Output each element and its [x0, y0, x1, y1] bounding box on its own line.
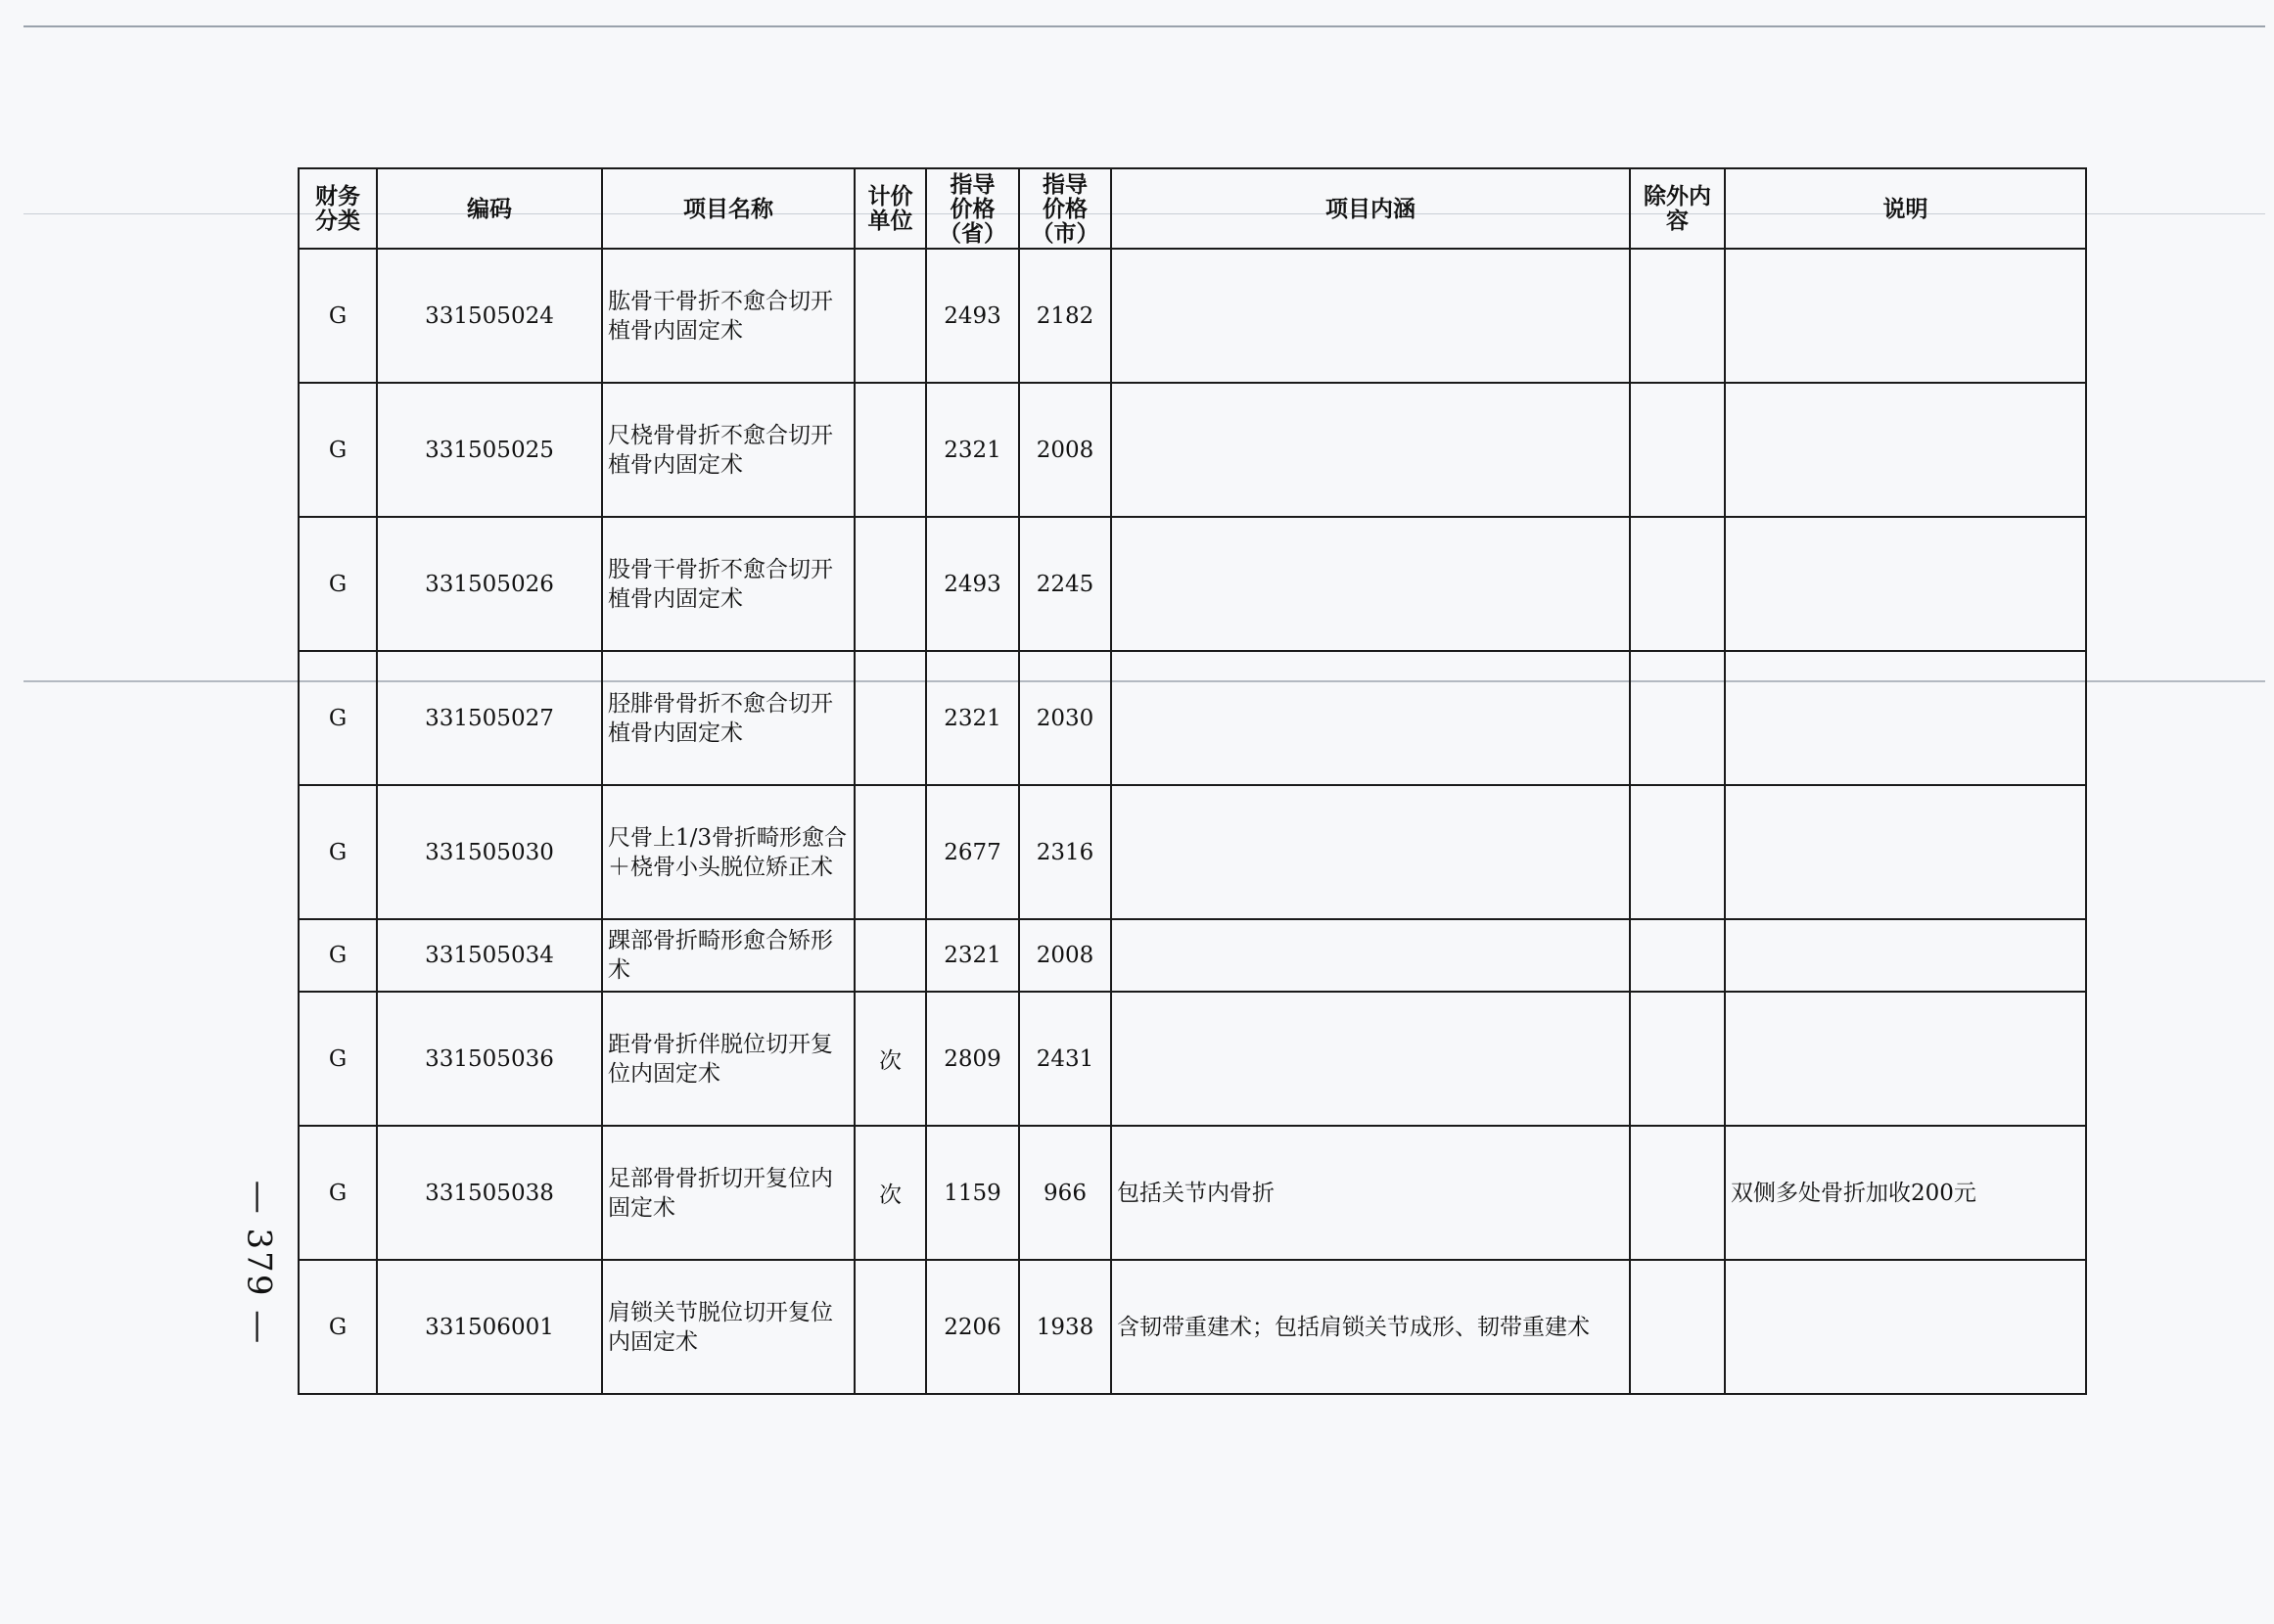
cell-price-city: 2316 — [1019, 785, 1111, 919]
cell-name: 踝部骨折畸形愈合矫形术 — [602, 919, 855, 992]
column-header-line: 编码 — [467, 195, 512, 222]
cell-price-city: 2245 — [1019, 517, 1111, 651]
cell-note — [1725, 919, 2086, 992]
cell-unit — [855, 785, 926, 919]
cell-content — [1111, 517, 1630, 651]
cell-name: 肱骨干骨折不愈合切开植骨内固定术 — [602, 249, 855, 383]
column-header-price-city — [1019, 168, 1111, 249]
cell-price-city: 2008 — [1019, 383, 1111, 517]
cell-note — [1725, 1260, 2086, 1394]
cell-excluded — [1630, 651, 1725, 785]
column-header-line: 分类 — [315, 208, 360, 234]
page-number — [219, 1180, 298, 1346]
cell-code: 331505026 — [377, 517, 602, 651]
cell-price-province: 2677 — [926, 785, 1019, 919]
cell-unit — [855, 1260, 926, 1394]
table-row — [299, 651, 2086, 785]
cell-code: 331506001 — [377, 1260, 602, 1394]
cell-excluded — [1630, 1126, 1725, 1260]
cell-code: 331505027 — [377, 651, 602, 785]
cell-excluded — [1630, 249, 1725, 383]
table-header-row — [299, 168, 2086, 249]
cell-price-city: 2182 — [1019, 249, 1111, 383]
fee-table — [298, 167, 2087, 1395]
column-header-line: （省） — [939, 219, 1006, 247]
column-header-code — [377, 168, 602, 249]
table-body — [299, 249, 2086, 1394]
cell-price-province: 2493 — [926, 249, 1019, 383]
cell-note — [1725, 517, 2086, 651]
cell-category: G — [299, 383, 377, 517]
cell-content — [1111, 651, 1630, 785]
column-header-line: （市） — [1031, 219, 1099, 247]
cell-excluded — [1630, 919, 1725, 992]
cell-price-city: 2431 — [1019, 992, 1111, 1126]
cell-content — [1111, 785, 1630, 919]
column-header-line: 财务 — [315, 183, 360, 209]
cell-note — [1725, 992, 2086, 1126]
column-header-line: 价格 — [950, 195, 996, 222]
cell-unit — [855, 249, 926, 383]
cell-name: 肩锁关节脱位切开复位内固定术 — [602, 1260, 855, 1394]
page-number-text: — 379 — — [239, 1180, 279, 1346]
cell-price-province: 2493 — [926, 517, 1019, 651]
table-row — [299, 383, 2086, 517]
cell-name: 尺骨上1/3骨折畸形愈合＋桡骨小头脱位矫正术 — [602, 785, 855, 919]
cell-content — [1111, 919, 1630, 992]
cell-note — [1725, 249, 2086, 383]
column-header-content — [1111, 168, 1630, 249]
cell-price-province: 1159 — [926, 1126, 1019, 1260]
cell-content — [1111, 249, 1630, 383]
table-row — [299, 249, 2086, 383]
cell-price-city: 2030 — [1019, 651, 1111, 785]
cell-unit — [855, 517, 926, 651]
column-header-line: 单位 — [867, 208, 913, 234]
column-header-line: 项目名称 — [683, 195, 773, 222]
column-header-note — [1725, 168, 2086, 249]
cell-code: 331505024 — [377, 249, 602, 383]
cell-name: 尺桡骨骨折不愈合切开植骨内固定术 — [602, 383, 855, 517]
cell-code: 331505034 — [377, 919, 602, 992]
cell-unit: 次 — [855, 992, 926, 1126]
table-row — [299, 1260, 2086, 1394]
column-header-price-province — [926, 168, 1019, 249]
cell-price-province: 2321 — [926, 919, 1019, 992]
cell-note — [1725, 651, 2086, 785]
cell-price-province: 2321 — [926, 383, 1019, 517]
column-header-line: 项目内涵 — [1325, 195, 1415, 222]
cell-content: 含韧带重建术；包括肩锁关节成形、韧带重建术 — [1111, 1260, 1630, 1394]
cell-excluded — [1630, 785, 1725, 919]
cell-name: 胫腓骨骨折不愈合切开植骨内固定术 — [602, 651, 855, 785]
cell-unit — [855, 651, 926, 785]
cell-content — [1111, 383, 1630, 517]
cell-excluded — [1630, 992, 1725, 1126]
cell-code: 331505036 — [377, 992, 602, 1126]
table-row — [299, 992, 2086, 1126]
cell-unit: 次 — [855, 1126, 926, 1260]
cell-unit — [855, 919, 926, 992]
column-header-name — [602, 168, 855, 249]
cell-excluded — [1630, 383, 1725, 517]
column-header-line: 计价 — [867, 183, 913, 209]
table-row — [299, 1126, 2086, 1260]
cell-category: G — [299, 517, 377, 651]
cell-excluded — [1630, 517, 1725, 651]
column-header-line: 价格 — [1043, 195, 1088, 222]
cell-category: G — [299, 651, 377, 785]
table-row — [299, 919, 2086, 992]
cell-content: 包括关节内骨折 — [1111, 1126, 1630, 1260]
cell-category: G — [299, 919, 377, 992]
cell-category: G — [299, 785, 377, 919]
cell-category: G — [299, 1260, 377, 1394]
cell-code: 331505025 — [377, 383, 602, 517]
cell-price-province: 2206 — [926, 1260, 1019, 1394]
cell-name: 距骨骨折伴脱位切开复位内固定术 — [602, 992, 855, 1126]
table-row — [299, 785, 2086, 919]
cell-price-province: 2321 — [926, 651, 1019, 785]
cell-excluded — [1630, 1260, 1725, 1394]
column-header-line: 容 — [1666, 208, 1689, 234]
cell-category: G — [299, 992, 377, 1126]
cell-price-city: 2008 — [1019, 919, 1111, 992]
cell-content — [1111, 992, 1630, 1126]
cell-unit — [855, 383, 926, 517]
column-header-category — [299, 168, 377, 249]
table-row — [299, 517, 2086, 651]
cell-code: 331505038 — [377, 1126, 602, 1260]
column-header-unit — [855, 168, 926, 249]
cell-note: 双侧多处骨折加收200元 — [1725, 1126, 2086, 1260]
cell-name: 股骨干骨折不愈合切开植骨内固定术 — [602, 517, 855, 651]
column-header-line: 说明 — [1882, 195, 1928, 222]
cell-price-city: 1938 — [1019, 1260, 1111, 1394]
cell-note — [1725, 383, 2086, 517]
column-header-line: 指导 — [950, 170, 996, 198]
cell-code: 331505030 — [377, 785, 602, 919]
column-header-line: 除外内 — [1644, 183, 1711, 209]
cell-name: 足部骨骨折切开复位内固定术 — [602, 1126, 855, 1260]
top-scan-line — [23, 25, 2265, 27]
cell-category: G — [299, 249, 377, 383]
cell-category: G — [299, 1126, 377, 1260]
cell-price-city: 966 — [1019, 1126, 1111, 1260]
cell-price-province: 2809 — [926, 992, 1019, 1126]
cell-note — [1725, 785, 2086, 919]
column-header-excluded — [1630, 168, 1725, 249]
column-header-line: 指导 — [1043, 170, 1088, 198]
